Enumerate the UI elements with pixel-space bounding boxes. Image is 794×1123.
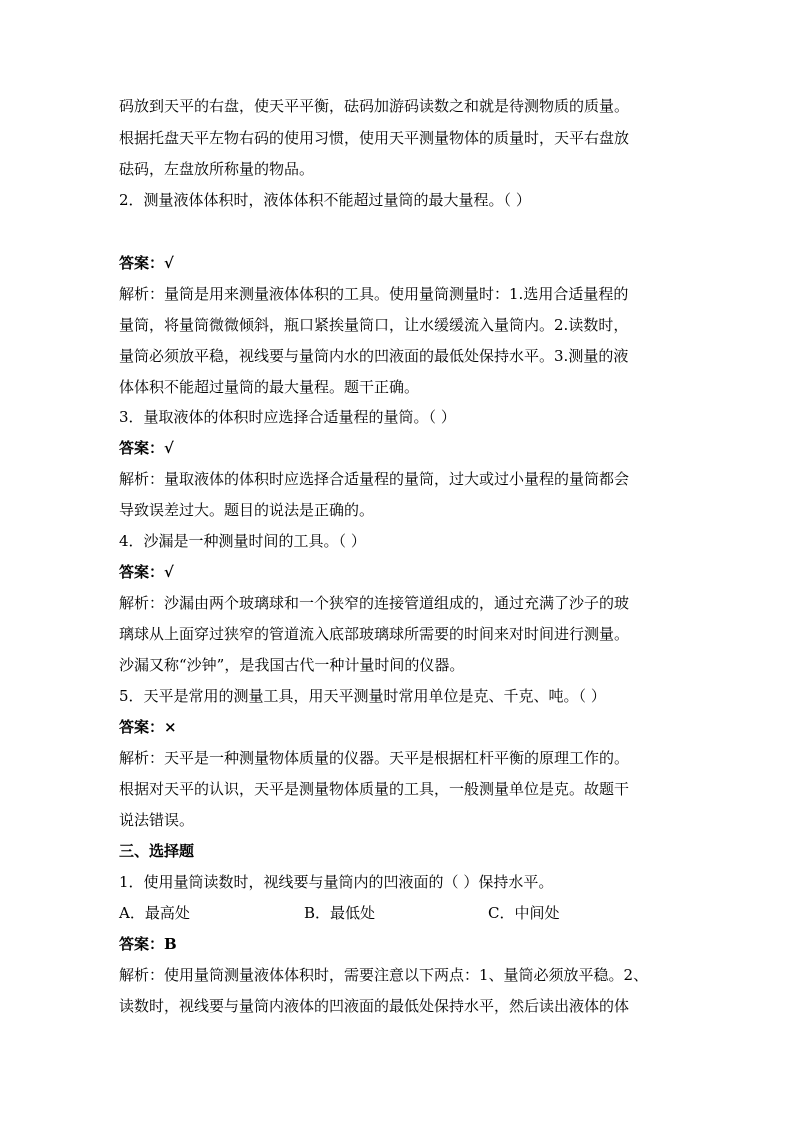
analysis-line: 导致误差过大。题目的说法是正确的。 — [119, 501, 375, 519]
answer-label: 答案：√ — [119, 563, 174, 581]
option-c: C．中间处 — [488, 904, 560, 922]
section-heading: 三、选择题 — [119, 842, 195, 860]
question-4: 4．沙漏是一种测量时间的工具。（ ） — [119, 532, 366, 550]
answer-label: 答案：√ — [119, 254, 174, 272]
answer-label: 答案：√ — [119, 439, 174, 457]
analysis-line: 解析：量取液体的体积时应选择合适量程的量筒，过大或过小量程的量筒都会 — [119, 470, 630, 488]
analysis-line: 量筒必须放平稳，视线要与量筒内水的凹液面的最低处保持水平。3.测量的液 — [119, 347, 629, 365]
text-line: 根据托盘天平左物右码的使用习惯，使用天平测量物体的质量时，天平右盘放 — [119, 129, 630, 147]
text-line: 砝码，左盘放所称量的物品。 — [119, 160, 315, 178]
analysis-line: 量筒，将量筒微微倾斜，瓶口紧挨量筒口，让水缓缓流入量筒内。2.读数时， — [119, 316, 629, 334]
analysis-line: 根据对天平的认识，天平是测量物体质量的工具，一般测量单位是克。故题干 — [119, 780, 630, 798]
option-a: A．最高处 — [119, 904, 190, 922]
analysis-line: 体体积不能超过量筒的最大量程。题干正确。 — [119, 378, 420, 396]
analysis-line: 解析：使用量筒测量液体体积时，需要注意以下两点：1、量筒必须放平稳。2、 — [119, 966, 649, 984]
answer-label: 答案：× — [119, 718, 177, 736]
analysis-line: 说法错误。 — [119, 811, 195, 829]
answer-label: 答案：B — [119, 935, 177, 953]
question-2: 2．测量液体体积时，液体体积不能超过量筒的最大量程。（ ） — [119, 191, 531, 209]
analysis-line: 沙漏又称“沙钟”，是我国古代一种计量时间的仪器。 — [119, 656, 465, 674]
option-b: B．最低处 — [304, 904, 376, 922]
question-5: 5．天平是常用的测量工具，用天平测量时常用单位是克、千克、吨。（ ） — [119, 687, 606, 705]
text-line: 码放到天平的右盘，使天平平衡，砝码加游码读数之和就是待测物质的质量。 — [119, 97, 630, 115]
analysis-line: 璃球从上面穿过狭窄的管道流入底部玻璃球所需要的时间来对时间进行测量。 — [119, 625, 630, 643]
analysis-line: 读数时，视线要与量筒内液体的凹液面的最低处保持水平，然后读出液体的体 — [119, 997, 630, 1015]
analysis-line: 解析：天平是一种测量物体质量的仪器。天平是根据杠杆平衡的原理工作的。 — [119, 749, 630, 767]
choice-question-1: 1．使用量筒读数时，视线要与量筒内的凹液面的（ ）保持水平。 — [119, 873, 554, 891]
question-3: 3．量取液体的体积时应选择合适量程的量筒。（ ） — [119, 408, 456, 426]
analysis-line: 解析：量筒是用来测量液体体积的工具。使用量筒测量时：1.选用合适量程的 — [119, 285, 629, 303]
analysis-line: 解析：沙漏由两个玻璃球和一个狭窄的连接管道组成的，通过充满了沙子的玻 — [119, 594, 630, 612]
